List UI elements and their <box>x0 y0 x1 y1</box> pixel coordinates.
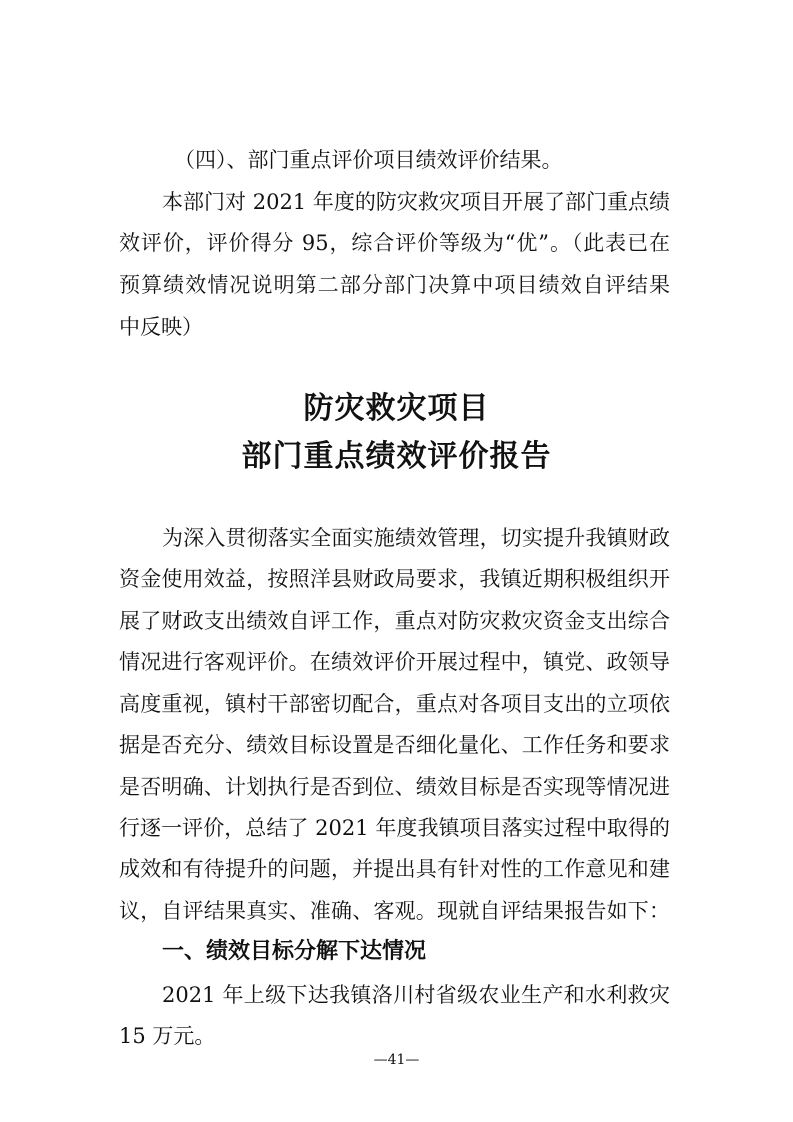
page-number: —41— <box>373 1052 420 1068</box>
intro-line-4: 情况进行客观评价。在绩效评价开展过程中，镇党、政领导 <box>119 650 670 674</box>
intro-line-7: 是否明确、计划执行是否到位、绩效目标是否实现等情况进 <box>119 775 670 799</box>
intro-line-6: 据是否充分、绩效目标设置是否细化量化、工作任务和要求 <box>119 733 670 757</box>
section-four-heading: （四）、部门重点评价项目绩效评价结果。 <box>174 148 563 172</box>
intro-line-3: 展了财政支出绩效自评工作，重点对防灾救灾资金支出综合 <box>119 609 670 633</box>
section-four-line-4: 中反映） <box>119 315 203 339</box>
intro-line-10: 议，自评结果真实、准确、客观。现就自评结果报告如下： <box>119 899 670 923</box>
section-four-line-3: 预算绩效情况说明第二部分部门决算中项目绩效自评结果 <box>119 273 670 297</box>
report-title-line-2: 部门重点绩效评价报告 <box>241 439 552 474</box>
intro-line-9: 成效和有待提升的问题，并提出具有针对性的工作意见和建 <box>119 857 670 881</box>
section-one-line-2: 15 万元。 <box>119 1024 216 1048</box>
section-four-line-1: 本部门对 2021 年度的防灾救灾项目开展了部门重点绩 <box>162 190 670 214</box>
intro-line-1: 为深入贯彻落实全面实施绩效管理，切实提升我镇财政 <box>162 526 670 550</box>
intro-line-5: 高度重视，镇村干部密切配合，重点对各项目支出的立项依 <box>119 692 670 716</box>
section-one-line-1: 2021 年上级下达我镇洛川村省级农业生产和水利救灾 <box>162 983 670 1007</box>
section-one-heading: 一、绩效目标分解下达情况 <box>162 939 427 964</box>
report-title-line-1: 防灾救灾项目 <box>303 391 490 426</box>
intro-line-2: 资金使用效益，按照洋县财政局要求，我镇近期积极组织开 <box>119 567 670 591</box>
section-four-line-2: 效评价，评价得分 95，综合评价等级为“优”。（此表已在 <box>119 231 670 255</box>
intro-line-8: 行逐一评价，总结了 2021 年度我镇项目落实过程中取得的 <box>119 816 670 840</box>
